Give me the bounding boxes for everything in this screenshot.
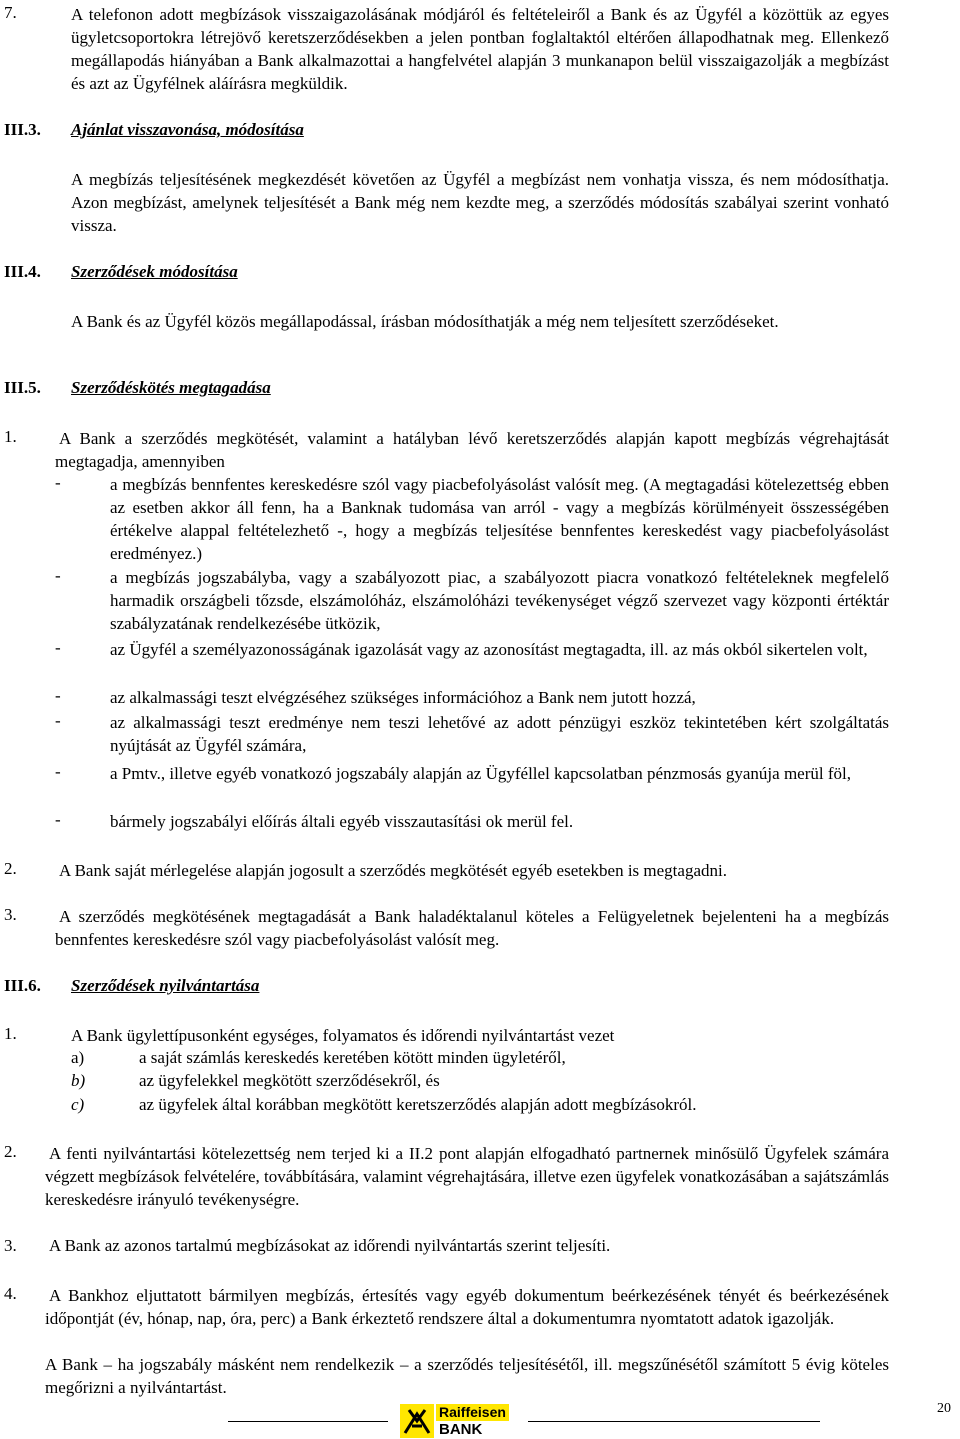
section-number: III.5. [4,378,41,397]
bullet-item: az Ügyfél a személyazonosságának igazolását vagy az azonosítást megtagadta, ill. az más okból sikertelen volt, [110,640,868,659]
section-number: III.4. [4,262,41,281]
bullet-dash: - [55,566,61,585]
bullet-item: az alkalmassági teszt eredménye nem teszi lehetővé az adott pénzügyi eszköz tekintetében kért szolgáltatás nyújtását az Ügyfél számára, [110,713,889,755]
raiffeisen-gable-icon [400,1404,434,1438]
paragraph-number: 3. [4,1236,17,1255]
section-heading: Szerződések nyilvántartása [71,976,260,995]
sub-item-text: az ügyfelekkel megkötött szerződésekről, és [139,1071,440,1090]
bullet-item: a megbízás bennfentes kereskedésre szól vagy piacbefolyásolást valósít meg. (A megtagadási kötelezettség ebben az esetben akkor áll fenn, ha a Banknak tudomása van arról - vagy a megbízás körülményeit összességében értékelve alappal feltételezhető -, hogy a megbízás teljesítése bennfentes kereskedést vagy piacbefolyásolást eredményez.) [110,475,889,563]
paragraph-number: 1. [4,1024,17,1043]
section-number: III.6. [4,976,41,995]
paragraph-text: A Bank – ha jogszabály másként nem rendelkezik – a szerződés teljesítésétől, ill. megszűnésétől számított 5 évig köteles megőrizni a nyilvántartást. [45,1355,889,1397]
logo-wordmark-bottom: BANK [439,1421,483,1438]
paragraph-text: A fenti nyilvántartási kötelezettség nem terjed ki a II.2 pont alapján elfogadható partnernek minősülő Ügyfelek számára végzett megbízások felvételére, továbbítására, valamint végrehajtására, illetve ezen ügyfelek vonatkozásában a sajátszámlás kereskedésre irányuló tevékenységre. [45,1144,889,1209]
paragraph-text: A Bankhoz eljuttatott bármilyen megbízás, értesítés vagy egyéb dokumentum beérkezésének tényét és beérkezésének időpontját (év, hónap, nap, óra, perc) a Bank érkeztető rendszere által a dokumentumra nyomtatott adatok igazolják. [45,1286,889,1328]
section-heading: Szerződések módosítása [71,262,238,281]
paragraph-text: A szerződés megkötésének megtagadását a Bank haladéktalanul köteles a Felügyeletnek bejelenteni ha a megbízás bennfentes kereskedésre szól vagy piacbefolyásolást valósít meg. [55,907,889,949]
sub-item-label: c) [71,1095,85,1114]
raiffeisen-logo [400,1404,528,1438]
item-number: 7. [4,3,17,22]
bullet-dash: - [55,638,61,657]
bullet-dash: - [55,810,61,829]
page-number: 20 [937,1401,951,1416]
logo-wordmark-top: Raiffeisen [436,1404,509,1421]
section-text: A Bank és az Ügyfél közös megállapodással, írásban módosíthatják a még nem teljesített szerződéseket. [71,312,779,331]
bullet-item: bármely jogszabályi előírás általi egyéb visszautasítási ok merül fel. [110,812,574,831]
paragraph-number: 2. [4,859,17,878]
bullet-dash: - [55,686,61,705]
sub-item-text: a saját számlás kereskedés keretében kötött minden ügyletéről, [139,1048,566,1067]
bullet-item: a megbízás jogszabályba, vagy a szabályozott piac, a szabályozott piacra vonatkozó feltételeknek megfelelő harmadik országbeli tőzsde, elszámolóház, elszámolóházi tevékenységet végző szervezet vagy központi értéktár szabályzatának rendelkezésébe ütközik, [110,568,889,633]
section-heading: Ajánlat visszavonása, módosítása [71,120,304,139]
paragraph-number: 2. [4,1142,17,1161]
paragraph-number: 3. [4,905,17,924]
paragraph-number: 4. [4,1284,17,1303]
bullet-dash: - [55,762,61,781]
section-number: III.3. [4,120,41,139]
section-heading: Szerződéskötés megtagadása [71,378,271,397]
bullet-dash: - [55,711,61,730]
sub-item-label: b) [71,1071,86,1090]
footer-rule-right [528,1421,820,1422]
paragraph-text: A Bank a szerződés megkötését, valamint a hatályban lévő keretszerződés alapján kapott megbízás végrehajtását megtagadja, amennyiben [55,429,889,471]
footer-rule-left [228,1421,388,1422]
bullet-item: a Pmtv., illetve egyéb vonatkozó jogszabály alapján az Ügyféllel kapcsolatban pénzmosás gyanúja merül föl, [110,764,851,783]
item-7-text: A telefonon adott megbízások visszaigazolásának módjáról és feltételeiről a Bank és az Ügyfél a közöttük az egyes ügyletcsoportokra létrejövő keretszerződésekben a jelen pontban foglaltaktól eltérően állapodhatnak meg. Ellenkező megállapodás hiányában a Bank alkalmazottai a hangfelvétel alapján 3 munkanapon belül visszaigazolják a megbízást és azt az Ügyfélnek aláírásra megküldik. [71,5,889,93]
bullet-dash: - [55,473,61,492]
bullet-item: az alkalmassági teszt elvégzéséhez szükséges információhoz a Bank nem jutott hozzá, [110,688,696,707]
paragraph-text: A Bank az azonos tartalmú megbízásokat az időrendi nyilvántartás szerint teljesíti. [49,1236,611,1255]
paragraph-text: A Bank saját mérlegelése alapján jogosult a szerződés megkötését egyéb esetekben is megtagadni. [59,861,727,880]
sub-item-label: a) [71,1048,85,1067]
paragraph-number: 1. [4,427,17,446]
paragraph-text: A Bank ügylettípusonként egységes, folyamatos és időrendi nyilvántartást vezet [71,1026,615,1045]
section-text: A megbízás teljesítésének megkezdését követően az Ügyfél a megbízást nem vonhatja vissza, és nem módosíthatja. Azon megbízást, amelynek teljesítését a Bank még nem kezdte meg, a szerződés módosítás szabályai szerint vonható vissza. [71,170,889,235]
sub-item-text: az ügyfelek által korábban megkötött keretszerződés alapján adott megbízásokról. [139,1095,697,1114]
